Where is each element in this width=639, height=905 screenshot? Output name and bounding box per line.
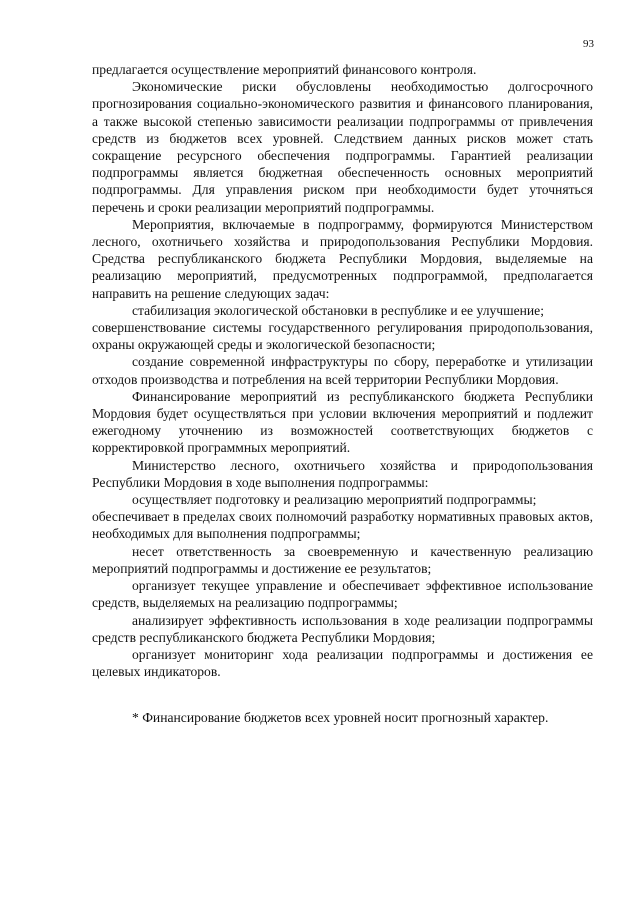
paragraph: совершенствование системы государственного регулирования природопользования, охраны окружающей среды и экологической безопасности; <box>92 320 593 353</box>
paragraph: организует мониторинг хода реализации подпрограммы и достижения ее целевых индикаторов. <box>92 646 593 680</box>
paragraph: несет ответственность за своевременную и качественную реализацию мероприятий подпрограммы и достижение ее результатов; <box>92 543 593 576</box>
page-number: 93 <box>583 38 594 50</box>
paragraph: создание современной инфраструктуры по сбору, переработке и утилизации отходов производства и потребления на всей территории Республики Мордовия. <box>92 354 593 387</box>
paragraph: стабилизация экологической обстановки в республике и ее улучшение; <box>132 302 544 318</box>
paragraph: анализирует эффективность использования в ходе реализации подпрограммы средств республиканского бюджета Республики Мордовия; <box>92 612 593 645</box>
paragraph: Экономические риски обусловлены необходимостью долгосрочного прогнозирования социально-экономического развития и финансового планирования, а также высокой степенью зависимости реализации подпрограммы от привлечения средств из бюджетов всех уровней. Следствием данных рисков может стать сокращение ресурсного обеспечения подпрограммы. Гарантией реализации подпрограммы является бюджетная обеспеченность основных мероприятий подпрограммы. Для управления риском при необходимости будет уточняться перечень и сроки реализации мероприятий подпрограммы. <box>92 79 593 215</box>
paragraph: Министерство лесного, охотничьего хозяйства и природопользования Республики Мордовия в ходе выполнения подпрограммы: <box>92 457 593 490</box>
paragraph: Финансирование мероприятий из республиканского бюджета Республики Мордовия будет осуществляться при условии включения мероприятий и подлежит ежегодному уточнению из возможностей соответствующих бюджетов с корректировкой программных мероприятий. <box>92 388 593 456</box>
paragraph: Мероприятия, включаемые в подпрограмму, формируются Министерством лесного, охотничьего хозяйства и природопользования Республики Мордовия. Средства республиканского бюджета Республики Мордовия, выделяемые на реализацию мероприятий, предусмотренных подпрограммой, предполагается направить на решение следующих задач: <box>92 216 593 301</box>
paragraph: обеспечивает в пределах своих полномочий разработку нормативных правовых актов, необходимых для выполнения подпрограммы; <box>92 509 593 542</box>
paragraph: предлагается осуществление мероприятий финансового контроля. <box>92 62 477 77</box>
paragraph: организует текущее управление и обеспечивает эффективное использование средств, выделяемых на реализацию подпрограммы; <box>92 578 593 611</box>
paragraph: осуществляет подготовку и реализацию мероприятий подпрограммы; <box>132 492 537 508</box>
footnote: * Финансирование бюджетов всех уровней носит прогнозный характер. <box>132 710 549 726</box>
document-body <box>92 61 593 727</box>
